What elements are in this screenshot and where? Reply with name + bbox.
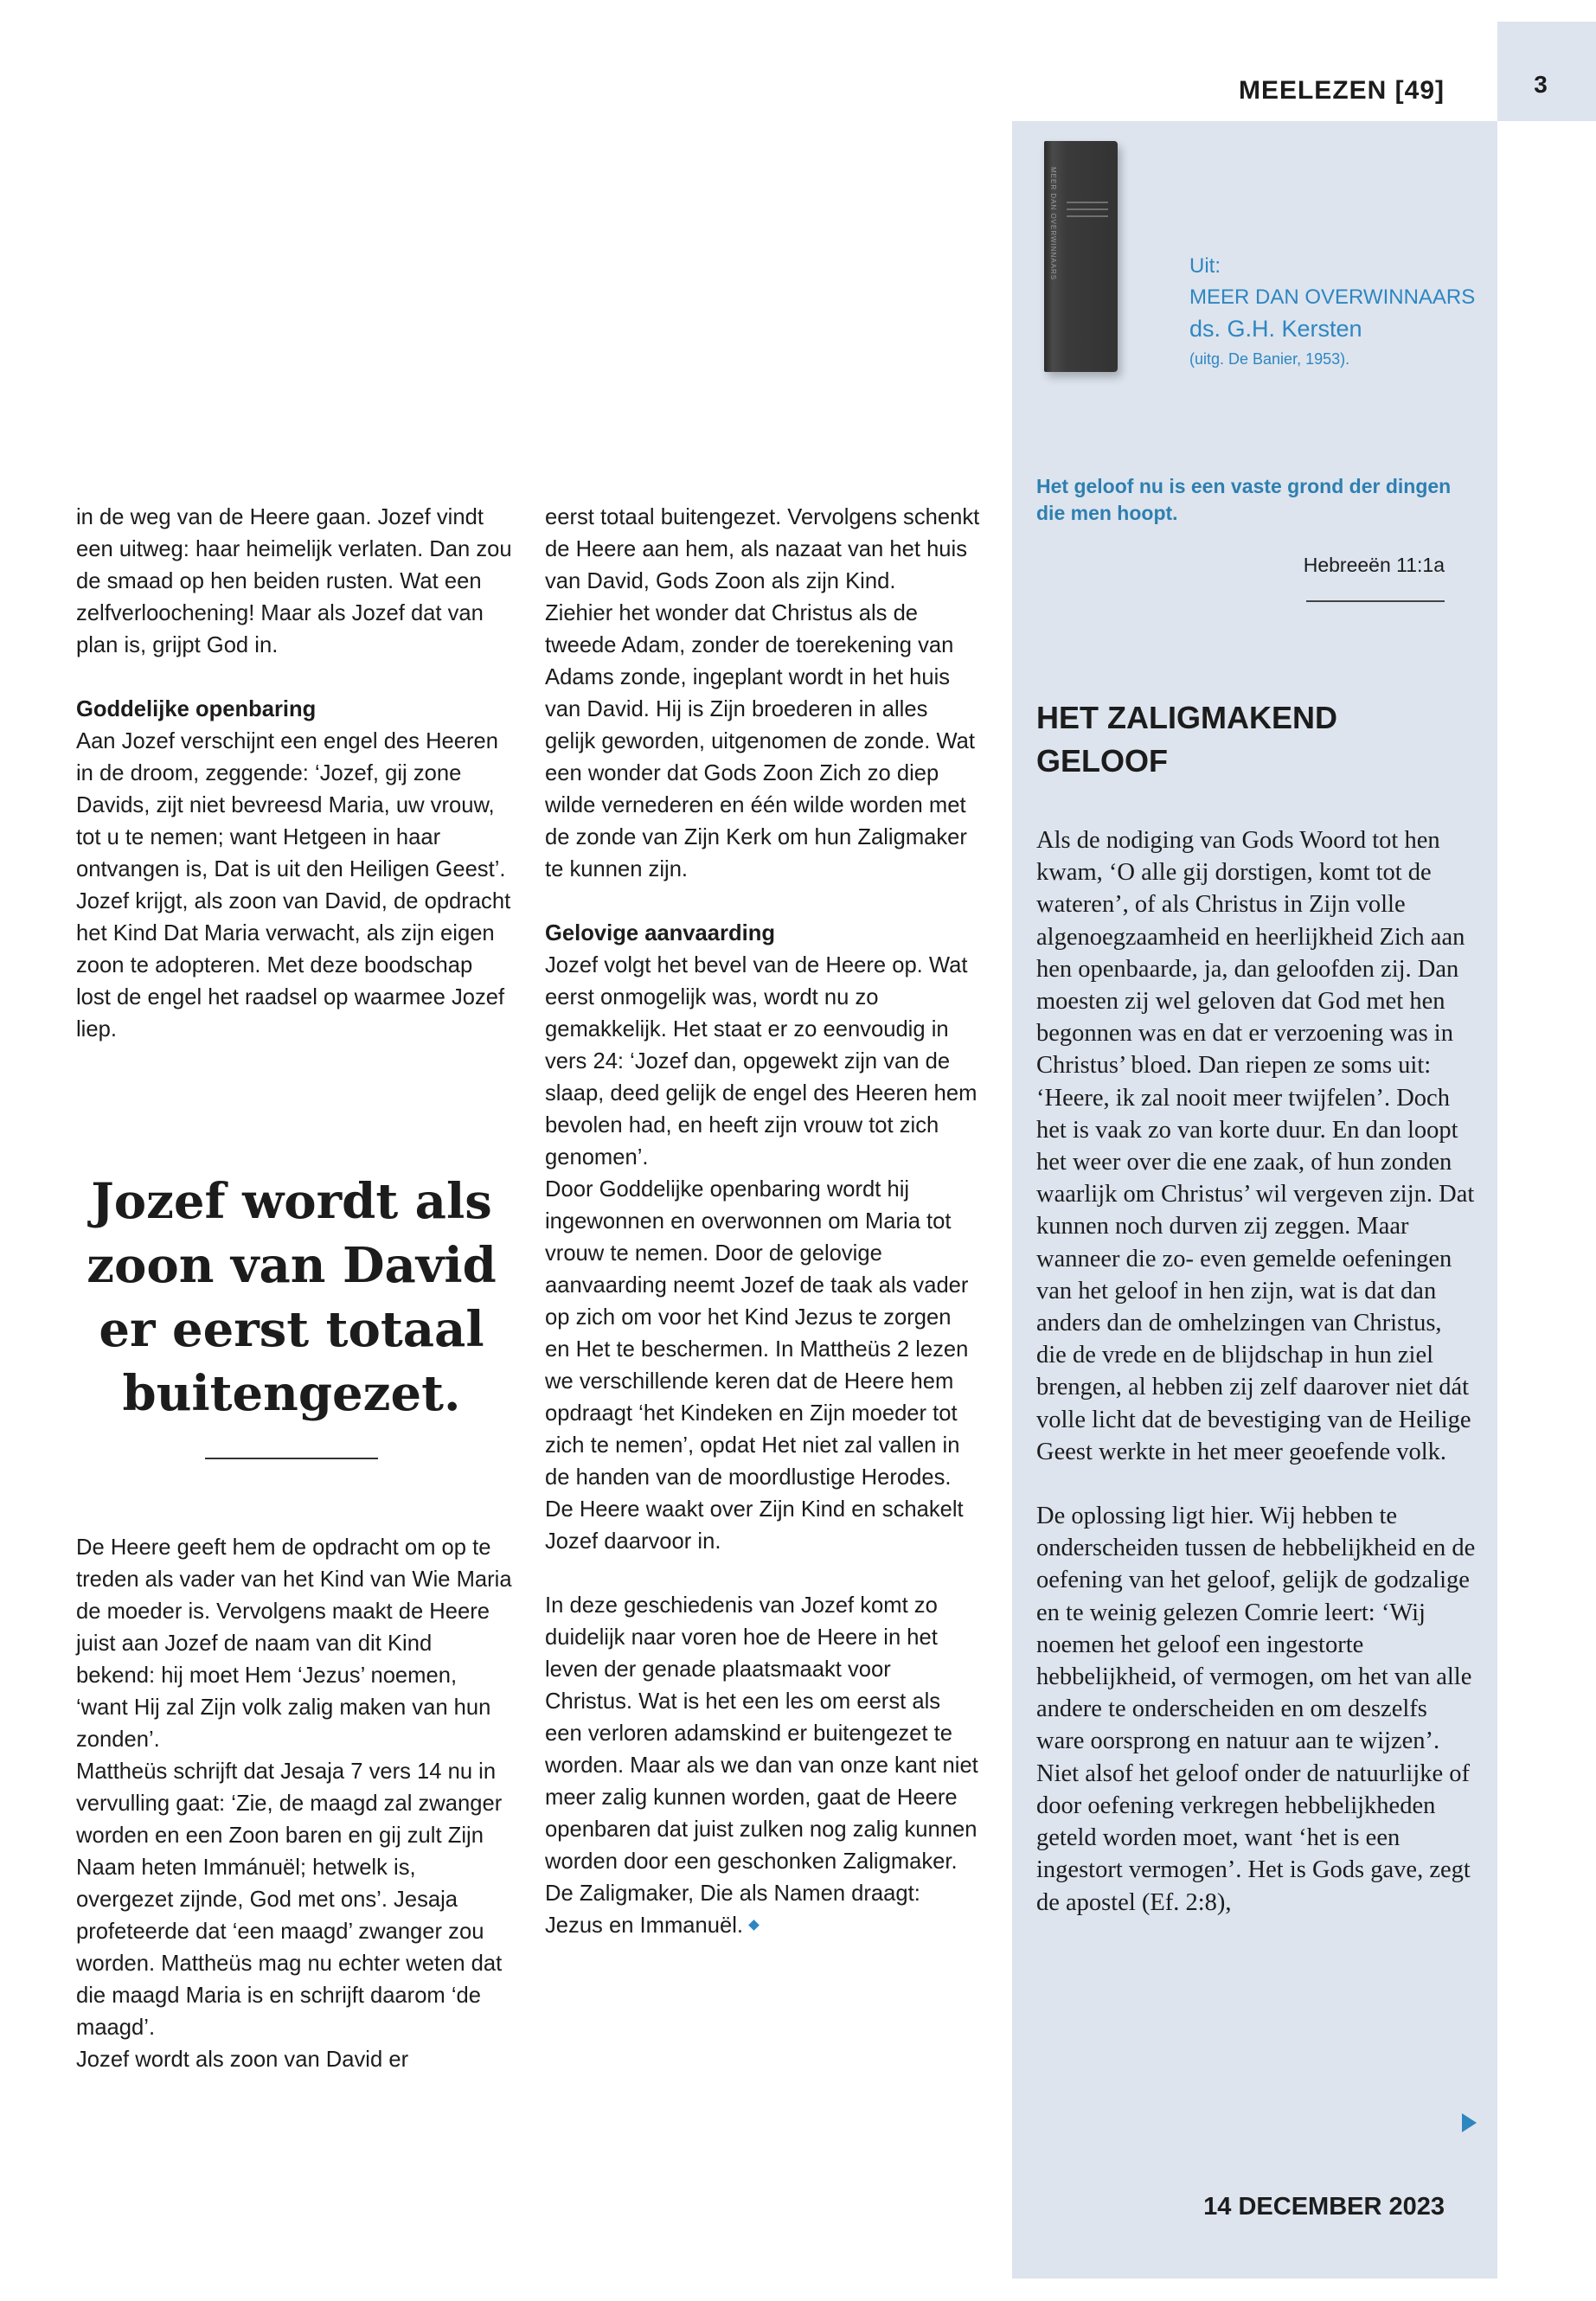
article-column-1	[76, 502, 513, 1046]
col2-paragraph: eerst totaal buitengezet. Vervolgens schenkt de Heere aan hem, als nazaat van het huis van David, Gods Zoon als zijn Kind.	[545, 505, 980, 593]
col1-paragraph: Aan Jozef verschijnt een engel des Heeren in de droom, zeggende: ‘Jozef, gij zone Davids, zijt niet bevreesd Maria, uw vrouw, tot u te nemen; want Hetgeen in haar ontvangen is, Dat is uit den Heiligen Geest’. Jozef krijgt, als zoon van David, de opdracht het Kind Dat Maria verwacht, als zijn eigen zoon te adopteren. Met deze boodschap lost de engel het raadsel op waarmee Jozef liep.	[76, 729, 511, 1042]
sidebar-text	[1036, 824, 1477, 1919]
col2-paragraph	[545, 1590, 982, 1942]
end-mark-diamond-icon	[748, 1920, 760, 1931]
col1-paragraph: De Heere geeft hem de opdracht om op te treden als vader van het Kind van Wie Maria de moeder is. Vervolgens maakt de Heere juist aan Jozef de naam van dit Kind bekend: hij moet Hem ‘Jezus’ noemen, ‘want Hij zal Zijn volk zalig maken van hun zonden’.	[76, 1535, 512, 1752]
col1-paragraph: in de weg van de Heere gaan. Jozef vindt een uitweg: haar heimelijk verlaten. Dan zou de smaad op hen beiden rusten. Wat een zelfverloochening! Maar als Jozef dat van plan is, grijpt God in.	[76, 505, 512, 657]
issue-date: 14 DECEMBER 2023	[1203, 2193, 1445, 2221]
col1-paragraph: Mattheüs schrijft dat Jesaja 7 vers 14 nu in vervulling gaat: ‘Zie, de maagd zal zwanger worden en een Zoon baren en gij zult Zijn Naam heten Immánuël; hetwelk is, overgezet zijnde, God met ons’. Jesaja profeteerde dat ‘een maagd’ zwanger zou worden. Mattheüs mag nu echter weten dat die maagd Maria is en schrijft daarom ‘de maagd’.	[76, 1759, 503, 2040]
sidebar-paragraph: Als de nodiging van Gods Woord tot hen kwam, ‘O alle gij dorstigen, komt tot de wateren’, of als Christus in Zijn volle algenoegzaamheid en heerlijkheid Zich aan hen openbaarde, ja, dan geloofden zij. Dan moesten zij wel geloven dat God met hen begonnen was en dat er verzoening was in Christus’ bloed. Dan riepen ze soms uit: ‘Heere, ik zal nooit meer twijfelen’. Doch het is vaak zo van korte duur. En dan loopt het weer over die ene zaak, of hun zonden waarlijk om Christus’ wil vergeven zijn. Dat kunnen noch durven zij zeggen. Maar wanneer die zo- even gemelde oefeningen van het geloof in hen zijn, wat is dat dan anders dan de omhelzingen van Christus, die de vrede en de blijdschap in hun ziel brengen, al hebben zij zelf daarover niet dát volle licht dat de bevestiging van de Heilige Geest werkte in het meer geoefende volk.	[1036, 827, 1475, 1465]
source-intro: Uit:	[1189, 254, 1221, 278]
pull-quote: Jozef wordt als zoon van David er eerst totaal buitengezet.	[87, 1173, 497, 1422]
source-author: ds. G.H. Kersten	[1189, 316, 1362, 342]
article-column-2	[545, 502, 982, 1942]
col2-final-text: In deze geschiedenis van Jozef komt zo duidelijk naar voren hoe de Heere in het leven der genade plaatsmaakt voor Christus. Wat is het een les om eerst als een verloren adamskind er buitengezet te worden. Maar als we dan van onze kant niet meer zalig kunnen worden, gaat de Heere openbaren dat juist zulken nog zalig kunnen worden door een geschonken Zaligmaker. De Zaligmaker, Die als Namen draagt: Jezus en Immanuël.	[545, 1593, 978, 1938]
book-cover-image	[1044, 141, 1118, 372]
subheading-gelovige-aanvaarding: Gelovige aanvaarding	[545, 921, 775, 945]
bible-verse-reference: Hebreeën 11:1a	[1303, 554, 1445, 576]
bible-verse: Het geloof nu is een vaste grond der dingen die men hoopt.	[1036, 475, 1452, 524]
continue-arrow-icon	[1462, 2113, 1477, 2132]
source-publisher: (uitg. De Banier, 1953).	[1189, 350, 1350, 368]
sidebar-paragraph: De oplossing ligt hier. Wij hebben te onderscheiden tussen de hebbelijkheid en de oefening van het geloof, gelijk de godzalige en te weinig gelezen Comrie leert: ‘Wij noemen het geloof een ingestorte hebbelijkheid, of vermogen, om het van alle andere te onderscheiden en om deszelfs ware oorsprong en natuur aan te wijzen’. Niet alsof het geloof onder de natuurlijke of door oefening verkregen hebbelijkheden geteld worden moet, want ‘het is een ingestort vermogen’. Het is Gods gave, zegt de apostel (Ef. 2:8),	[1036, 1503, 1476, 1916]
verse-divider	[1306, 600, 1445, 602]
col2-paragraph: Door Goddelijke openbaring wordt hij ingewonnen en overwonnen om Maria tot vrouw te nemen. Door de gelovige aanvaarding neemt Jozef de taak als vader op zich om voor het Kind Jezus te zorgen en Het te beschermen. In Mattheüs 2 lezen we verschillende keren dat de Heere hem opdraagt ‘het Kindeken en Zijn moeder tot zich te nemen’, opdat Het niet zal vallen in de handen van de moordlustige Herodes. De Heere waakt over Zijn Kind en schakelt Jozef daarvoor in.	[545, 1177, 969, 1554]
sidebar-heading: HET ZALIGMAKEND GELOOF	[1036, 700, 1337, 779]
page-number: 3	[1534, 71, 1548, 98]
source-book-title: MEER DAN OVERWINNAARS	[1189, 285, 1476, 309]
article-column-1-continued	[76, 1532, 513, 2076]
col1-paragraph: Jozef wordt als zoon van David er	[76, 2048, 409, 2072]
book-spine-text: MEER DAN OVERWINNAARS	[1049, 167, 1057, 281]
col2-paragraph: Ziehier het wonder dat Christus als de tweede Adam, zonder de toerekening van Adams zonde, ingeplant wordt in het huis van David. Hij is Zijn broederen in alles gelijk geworden, uitgenomen de zonde. Wat een wonder dat Gods Zoon Zich zo diep wilde vernederen en één wilde worden met de zonde van Zijn Kerk om hun Zaligmaker te kunnen zijn.	[545, 601, 976, 881]
col2-paragraph: Jozef volgt het bevel van de Heere op. Wat eerst onmogelijk was, wordt nu zo gemakkelijk. Het staat er zo eenvoudig in vers 24: ‘Jozef dan, opgewekt zijn van de slaap, deed gelijk de engel des Heeren hem bevolen had, en heeft zijn vrouw tot zich genomen’.	[545, 953, 977, 1170]
book-source	[1189, 251, 1475, 374]
pull-quote-divider	[205, 1458, 378, 1459]
subheading-goddelijke-openbaring: Goddelijke openbaring	[76, 697, 317, 721]
book-cover-title-lines	[1067, 202, 1108, 222]
section-label: MEELEZEN [49]	[1238, 76, 1445, 105]
